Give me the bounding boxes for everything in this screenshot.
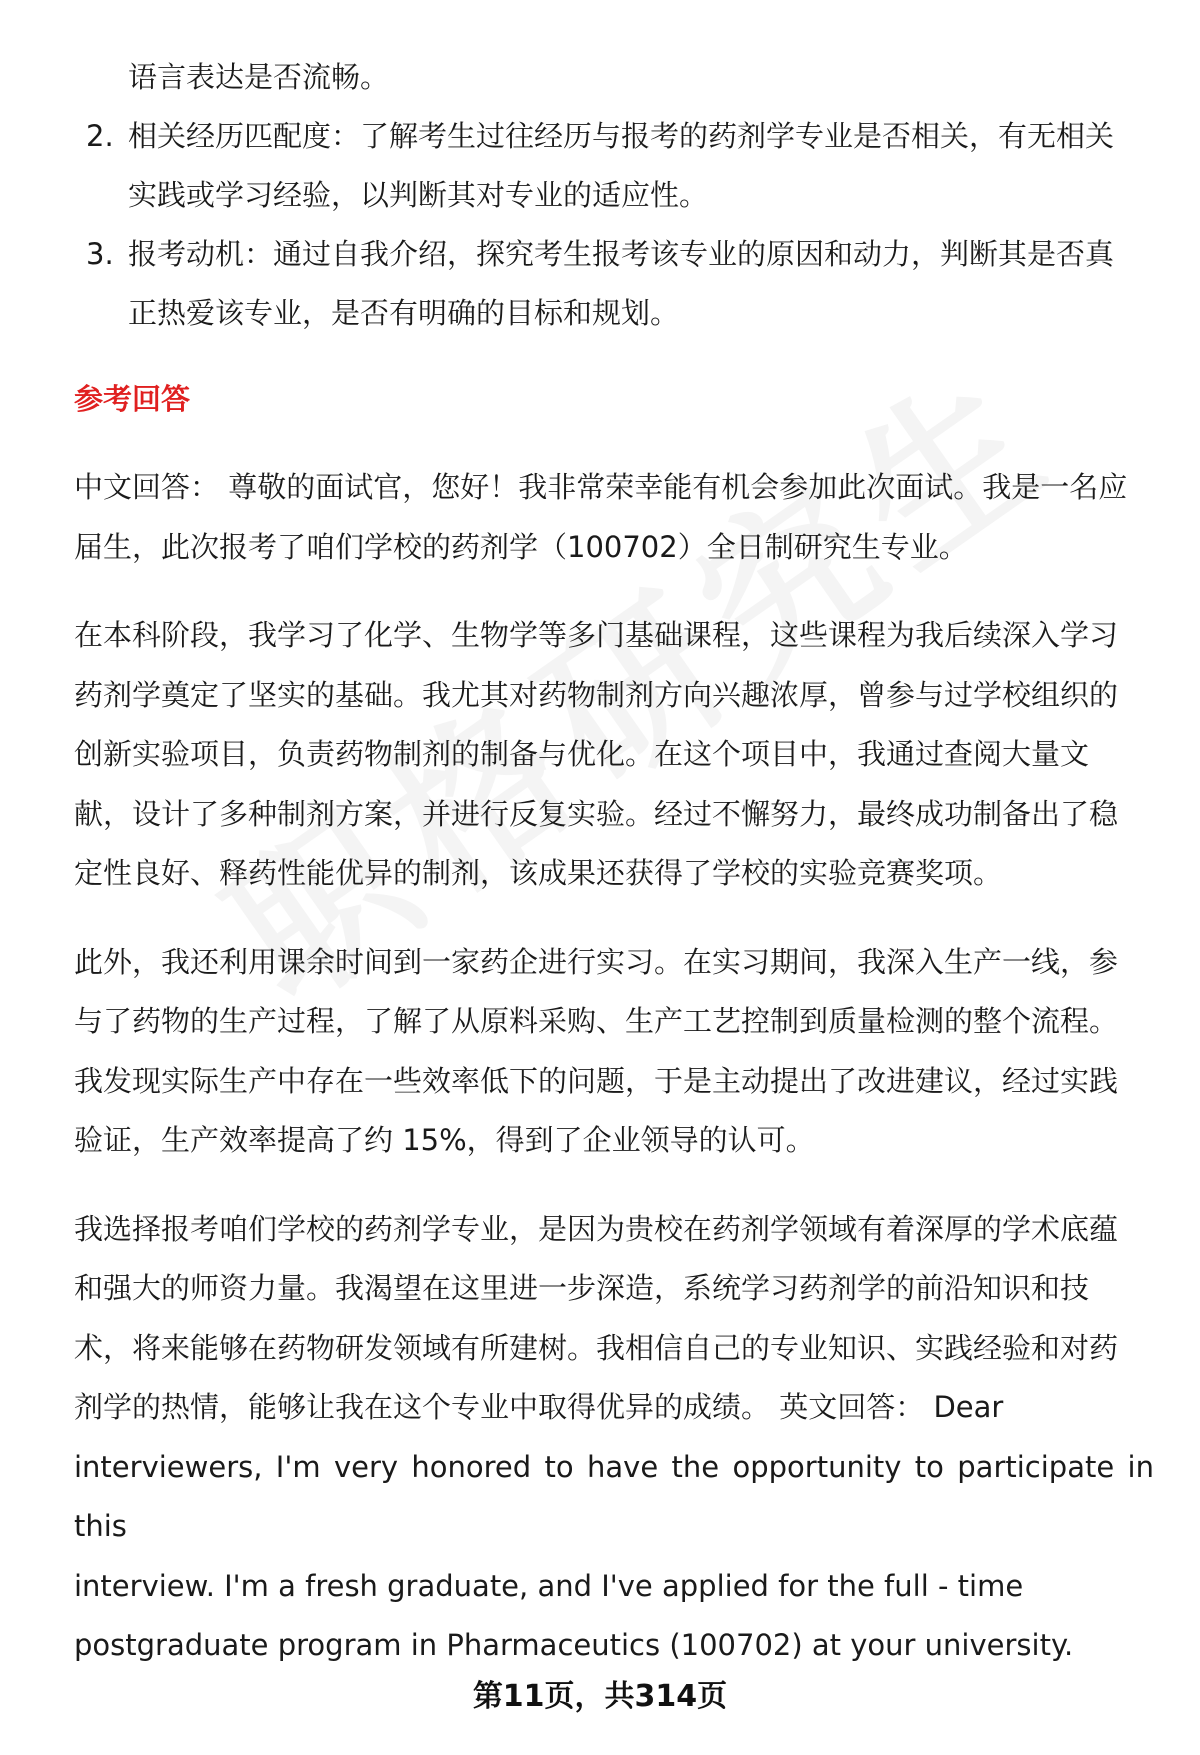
paragraph-line: 此外，我还利用课余时间到一家药企进行实习。在实习期间，我深入生产一线，参 xyxy=(74,944,1119,979)
paragraph-intro xyxy=(74,458,1154,577)
paragraph-line: 和强大的师资力量。我渴望在这里进一步深造，系统学习药剂学的前沿知识和技 xyxy=(74,1271,1090,1305)
paragraph-line: 献，设计了多种制剂方案，并进行反复实验。经过不懈努力，最终成功制备出了稳 xyxy=(74,796,1119,831)
list-item-1-continuation: 语言表达是否流畅。 xyxy=(128,60,390,94)
paragraph-line: interviewers, I'm very honored to have the opportunity to participate in this xyxy=(74,1449,1154,1543)
list-line: 报考动机：通过自我介绍，探究考生报考该专业的原因和动力，判断其是否真 xyxy=(128,237,1115,271)
paragraph-line: 届生，此次报考了咱们学校的药剂学（100702）全日制研究生专业。 xyxy=(74,529,968,564)
paragraph-undergrad xyxy=(74,606,1154,904)
paragraph-line: 我发现实际生产中存在一些效率低下的问题，于是主动提出了改进建议，经过实践 xyxy=(74,1063,1119,1098)
paragraph-line: 药剂学奠定了坚实的基础。我尤其对药物制剂方向兴趣浓厚，曾参与过学校组织的 xyxy=(74,677,1119,712)
list-number: 2. xyxy=(86,119,114,153)
list-number: 3. xyxy=(86,237,114,271)
document-page xyxy=(74,48,1154,1676)
list-item xyxy=(74,225,1154,343)
paragraph-line: 中文回答： 尊敬的面试官，您好！我非常荣幸能有机会参加此次面试。我是一名应 xyxy=(74,470,1128,504)
list-line: 正热爱该专业，是否有明确的目标和规划。 xyxy=(128,296,680,330)
section-heading: 参考回答 xyxy=(74,382,191,416)
list-line: 相关经历匹配度：了解考生过往经历与报考的药剂学专业是否相关，有无相关 xyxy=(128,119,1115,153)
paragraph-line: 定性良好、释药性能优异的制剂，该成果还获得了学校的实验竞赛奖项。 xyxy=(74,856,1003,890)
paragraph-motivation xyxy=(74,1200,1154,1676)
paragraph-line: 与了药物的生产过程，了解了从原料采购、生产工艺控制到质量检测的整个流程。 xyxy=(74,1004,1119,1038)
paragraph-line: 验证，生产效率提高了约 15%，得到了企业领导的认可。 xyxy=(74,1123,815,1157)
paragraph-line: 术，将来能够在药物研发领域有所建树。我相信自己的专业知识、实践经验和对药 xyxy=(74,1330,1119,1365)
page-number: 第11页，共314页 xyxy=(472,1679,728,1714)
paragraph-line: 创新实验项目，负责药物制剂的制备与优化。在这个项目中，我通过查阅大量文 xyxy=(74,737,1090,771)
paragraph-line: 在本科阶段，我学习了化学、生物学等多门基础课程，这些课程为我后续深入学习 xyxy=(74,618,1119,652)
paragraph-line: 剂学的热情，能够让我在这个专业中取得优异的成绩。 英文回答： Dear xyxy=(74,1390,1004,1424)
paragraph-internship xyxy=(74,933,1154,1171)
paragraph-line: 我选择报考咱们学校的药剂学专业，是因为贵校在药剂学领域有着深厚的学术底蕴 xyxy=(74,1211,1119,1246)
paragraph-line: interview. I'm a fresh graduate, and I've applied for the full - time xyxy=(74,1568,1024,1603)
paragraph-line: postgraduate program in Pharmaceutics (100702) at your university. xyxy=(74,1628,1074,1662)
list-line: 实践或学习经验，以判断其对专业的适应性。 xyxy=(128,178,709,212)
list-item xyxy=(74,107,1154,225)
